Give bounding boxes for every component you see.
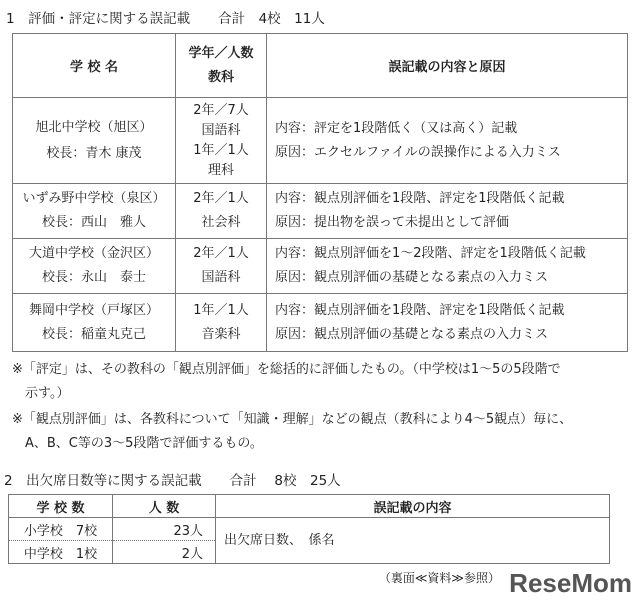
table-row: いずみ野中学校（泉区） 校長：西山 雅人 2年／1人 社会科 内容：観点別評価を1段階、評定を1段階低く記載 原因：提出物を誤って未提出として評価 xyxy=(13,184,628,239)
header-schools: 学 校 数 xyxy=(9,495,113,518)
watermark-logo: ReseMom xyxy=(509,568,632,598)
note-line: A、B、C等の3～5段階で評価するもの。 xyxy=(12,436,263,451)
section2-total: 合計 8校 25人 xyxy=(229,473,341,489)
table-row: 小学校 7校 23人 出欠席日数、 係名 xyxy=(9,518,610,541)
header-count: 人 数 xyxy=(113,495,216,518)
section1-heading xyxy=(6,10,325,28)
table-row: 旭北中学校（旭区） 校長：青木 康茂 2年／7人 国語科 1年／1人 理科 内容：評定を1段階低く（又は高く）記載 原因：エクセルファイルの誤操作による入力ミス xyxy=(13,98,628,184)
section2-heading xyxy=(4,472,341,490)
header-content: 誤記載の内容と原因 xyxy=(267,34,628,98)
header-grade: 学年／人数 教科 xyxy=(176,34,267,98)
table-row: 舞岡中学校（戸塚区） 校長：稲童丸克己 1年／1人 音楽科 内容：観点別評価を1段階、評定を1段階低く記載 原因：観点別評価の基礎となる素点の入力ミス xyxy=(13,294,628,352)
note-line: ※「観点別評価」は、各教科について「知識・理解」などの観点（教科により4～5観点）毎に、 xyxy=(12,412,573,427)
header-content: 誤記載の内容 xyxy=(216,495,610,518)
note-line: ※「評定」は、その教科の「観点別評価」を総括的に評価したもの。（中学校は1～5の5段階で xyxy=(12,362,561,377)
table-row: 大道中学校（金沢区） 校長：永山 泰士 2年／1人 国語科 内容：観点別評価を1～2段階、評定を1段階低く記載 原因：観点別評価の基礎となる素点の入力ミス xyxy=(13,239,628,294)
section2-title: 2 出欠席日数等に関する誤記載 xyxy=(4,473,202,489)
section1-table xyxy=(12,33,628,352)
header-school: 学 校 名 xyxy=(13,34,176,98)
section1-title: 1 評価・評定に関する誤記載 xyxy=(6,11,191,27)
note-line: 示す。） xyxy=(12,386,70,401)
section1-total: 合計 4校 11人 xyxy=(218,11,325,27)
footer-note: （裏面≪資料≫参照） xyxy=(378,571,500,585)
content-cell: 出欠席日数、 係名 xyxy=(216,518,610,564)
table-row: 中学校 1校 2人 xyxy=(9,541,610,564)
section2-table xyxy=(8,494,610,564)
